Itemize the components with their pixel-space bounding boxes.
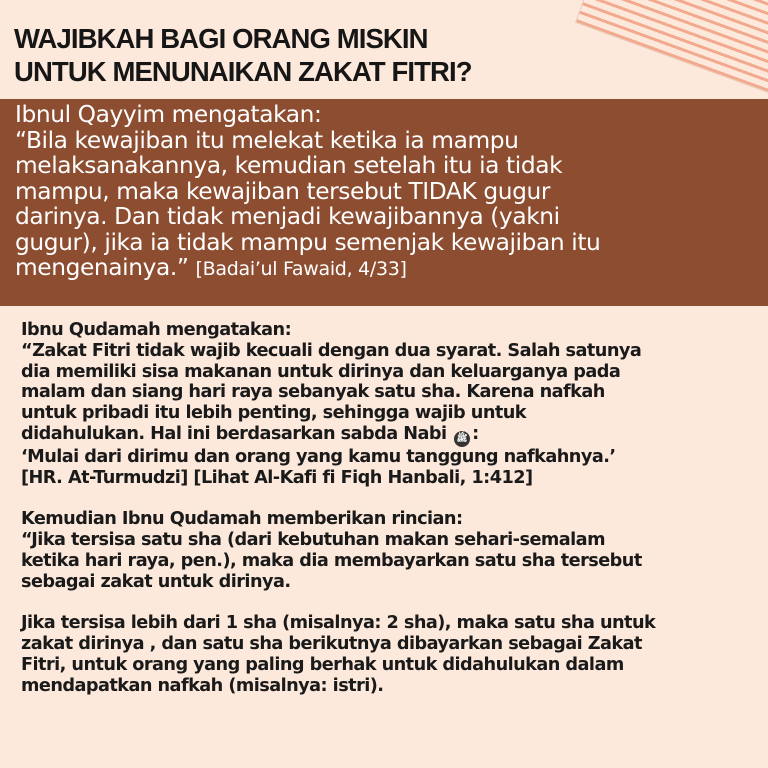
body-line: ‘Mulai dari dirimu dan orang yang kamu tanggung nafkahnya.’ xyxy=(21,446,616,467)
body-line: mendapatkan nafkah (misalnya: istri). xyxy=(21,675,384,696)
body-line: Ibnu Qudamah mengatakan: xyxy=(21,320,292,340)
banner-line: melaksanakannya, kemudian setelah itu ia tidak xyxy=(15,152,563,179)
banner-line: gugur), jika ia tidak mampu semenjak kewajiban itu xyxy=(15,228,601,256)
body-line: [HR. At-Turmudzi] [Lihat Al-Kafi fi Fiqh Hanbali, 1:412] xyxy=(21,467,533,488)
body-line: ketika hari raya, pen.), maka dia membayarkan satu sha tersebut xyxy=(21,550,642,571)
banner-line: mampu, maka kewajiban tersebut TIDAK gugur xyxy=(15,177,551,205)
body-line: “Jika tersisa satu sha (dari kebutuhan makan sehari-semalam xyxy=(21,530,605,551)
body-line: untuk pribadi itu lebih penting, sehingga wajib untuk xyxy=(21,403,527,424)
banner-source: [Badai’ul Fawaid, 4/33] xyxy=(195,258,407,280)
banner-line-last xyxy=(15,255,754,283)
paragraph-ibnu-qudamah xyxy=(21,320,756,489)
quote-banner xyxy=(0,99,768,306)
salawat-seal-icon: ﷺ xyxy=(454,431,470,447)
body-line: zakat dirinya , dan satu sha berikutnya dibayarkan sebagai Zakat xyxy=(21,634,642,655)
title-line: WAJIBKAH BAGI ORANG MISKIN xyxy=(14,23,428,54)
body-line: dia memiliki sisa makanan untuk dirinya dan keluarganya pada xyxy=(21,361,621,382)
page-title xyxy=(14,22,634,88)
body-line-suffix: : xyxy=(472,423,479,444)
body-line: “Zakat Fitri tidak wajib kecuali dengan dua syarat. Salah satunya xyxy=(21,340,642,361)
body-line-text: didahulukan. Hal ini berdasarkan sabda Nabi xyxy=(21,423,447,444)
banner-line: darinya. Dan tidak menjadi kewajibannya (yakni xyxy=(15,203,560,230)
title-line: UNTUK MENUNAIKAN ZAKAT FITRI? xyxy=(14,56,472,87)
banner-line: “Bila kewajiban itu melekat ketika ia mampu xyxy=(15,126,519,154)
body-line: Jika tersisa lebih dari 1 sha (misalnya: 2 sha), maka satu sha untuk xyxy=(21,613,656,634)
article-body xyxy=(21,320,756,717)
paragraph-lebih-dari-satu-sha xyxy=(21,613,756,696)
body-line-with-seal xyxy=(21,424,756,447)
body-line: malam dan siang hari raya sebanyak satu sha. Karena nafkah xyxy=(21,382,605,403)
paragraph-rincian xyxy=(21,509,756,592)
body-line: Fitri, untuk orang yang paling berhak untuk didahulukan dalam xyxy=(21,654,624,675)
body-line: sebagai zakat untuk dirinya. xyxy=(21,571,291,592)
banner-line: Ibnul Qayyim mengatakan: xyxy=(15,101,322,128)
banner-last-text: mengenainya.” xyxy=(15,254,189,281)
body-line: Kemudian Ibnu Qudamah memberikan rincian: xyxy=(21,509,463,530)
